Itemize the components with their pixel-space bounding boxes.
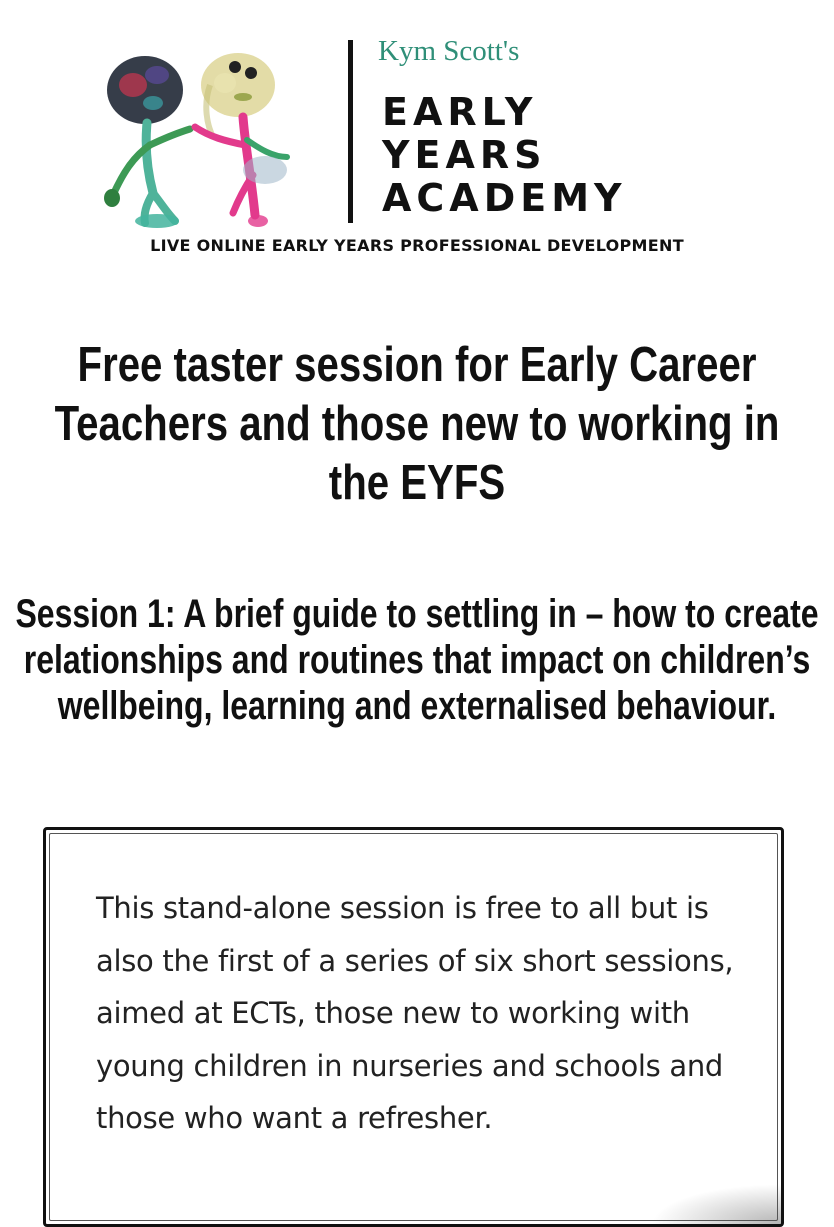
page-curl-shadow (651, 1184, 781, 1224)
logo-divider (348, 40, 353, 223)
logo-owner-name: Kym Scott's (378, 35, 520, 67)
childrens-drawing-logo-art (95, 45, 310, 230)
right-stick-figure (195, 53, 287, 227)
left-stick-figure (104, 56, 190, 228)
session-info-box (43, 827, 784, 1227)
session-title-text: Session 1: A brief guide to settling in – how to create relationships and routines that impact on children’s wellbeing, learning and externalised behaviour. (15, 592, 819, 728)
logo-tagline: LIVE ONLINE EARLY YEARS PROFESSIONAL DEVELOPMENT (150, 236, 684, 255)
brand-line-2: YEARS (382, 133, 547, 177)
brand-line-1: EARLY (382, 90, 538, 134)
page-headline-text: Free taster session for Early Career Teachers and those new to working in the EYFS (54, 338, 780, 510)
session-title (15, 591, 819, 729)
page-headline (54, 336, 780, 513)
brand-line-3: ACADEMY (382, 176, 627, 220)
session-info-text: This stand-alone session is free to all but is also the first of a series of six short sessions, aimed at ECTs, those new to working with young children in nurseries and schools and those who want a refresher. (96, 891, 734, 1135)
logo-brand-name (382, 91, 627, 220)
academy-logo (95, 35, 695, 230)
